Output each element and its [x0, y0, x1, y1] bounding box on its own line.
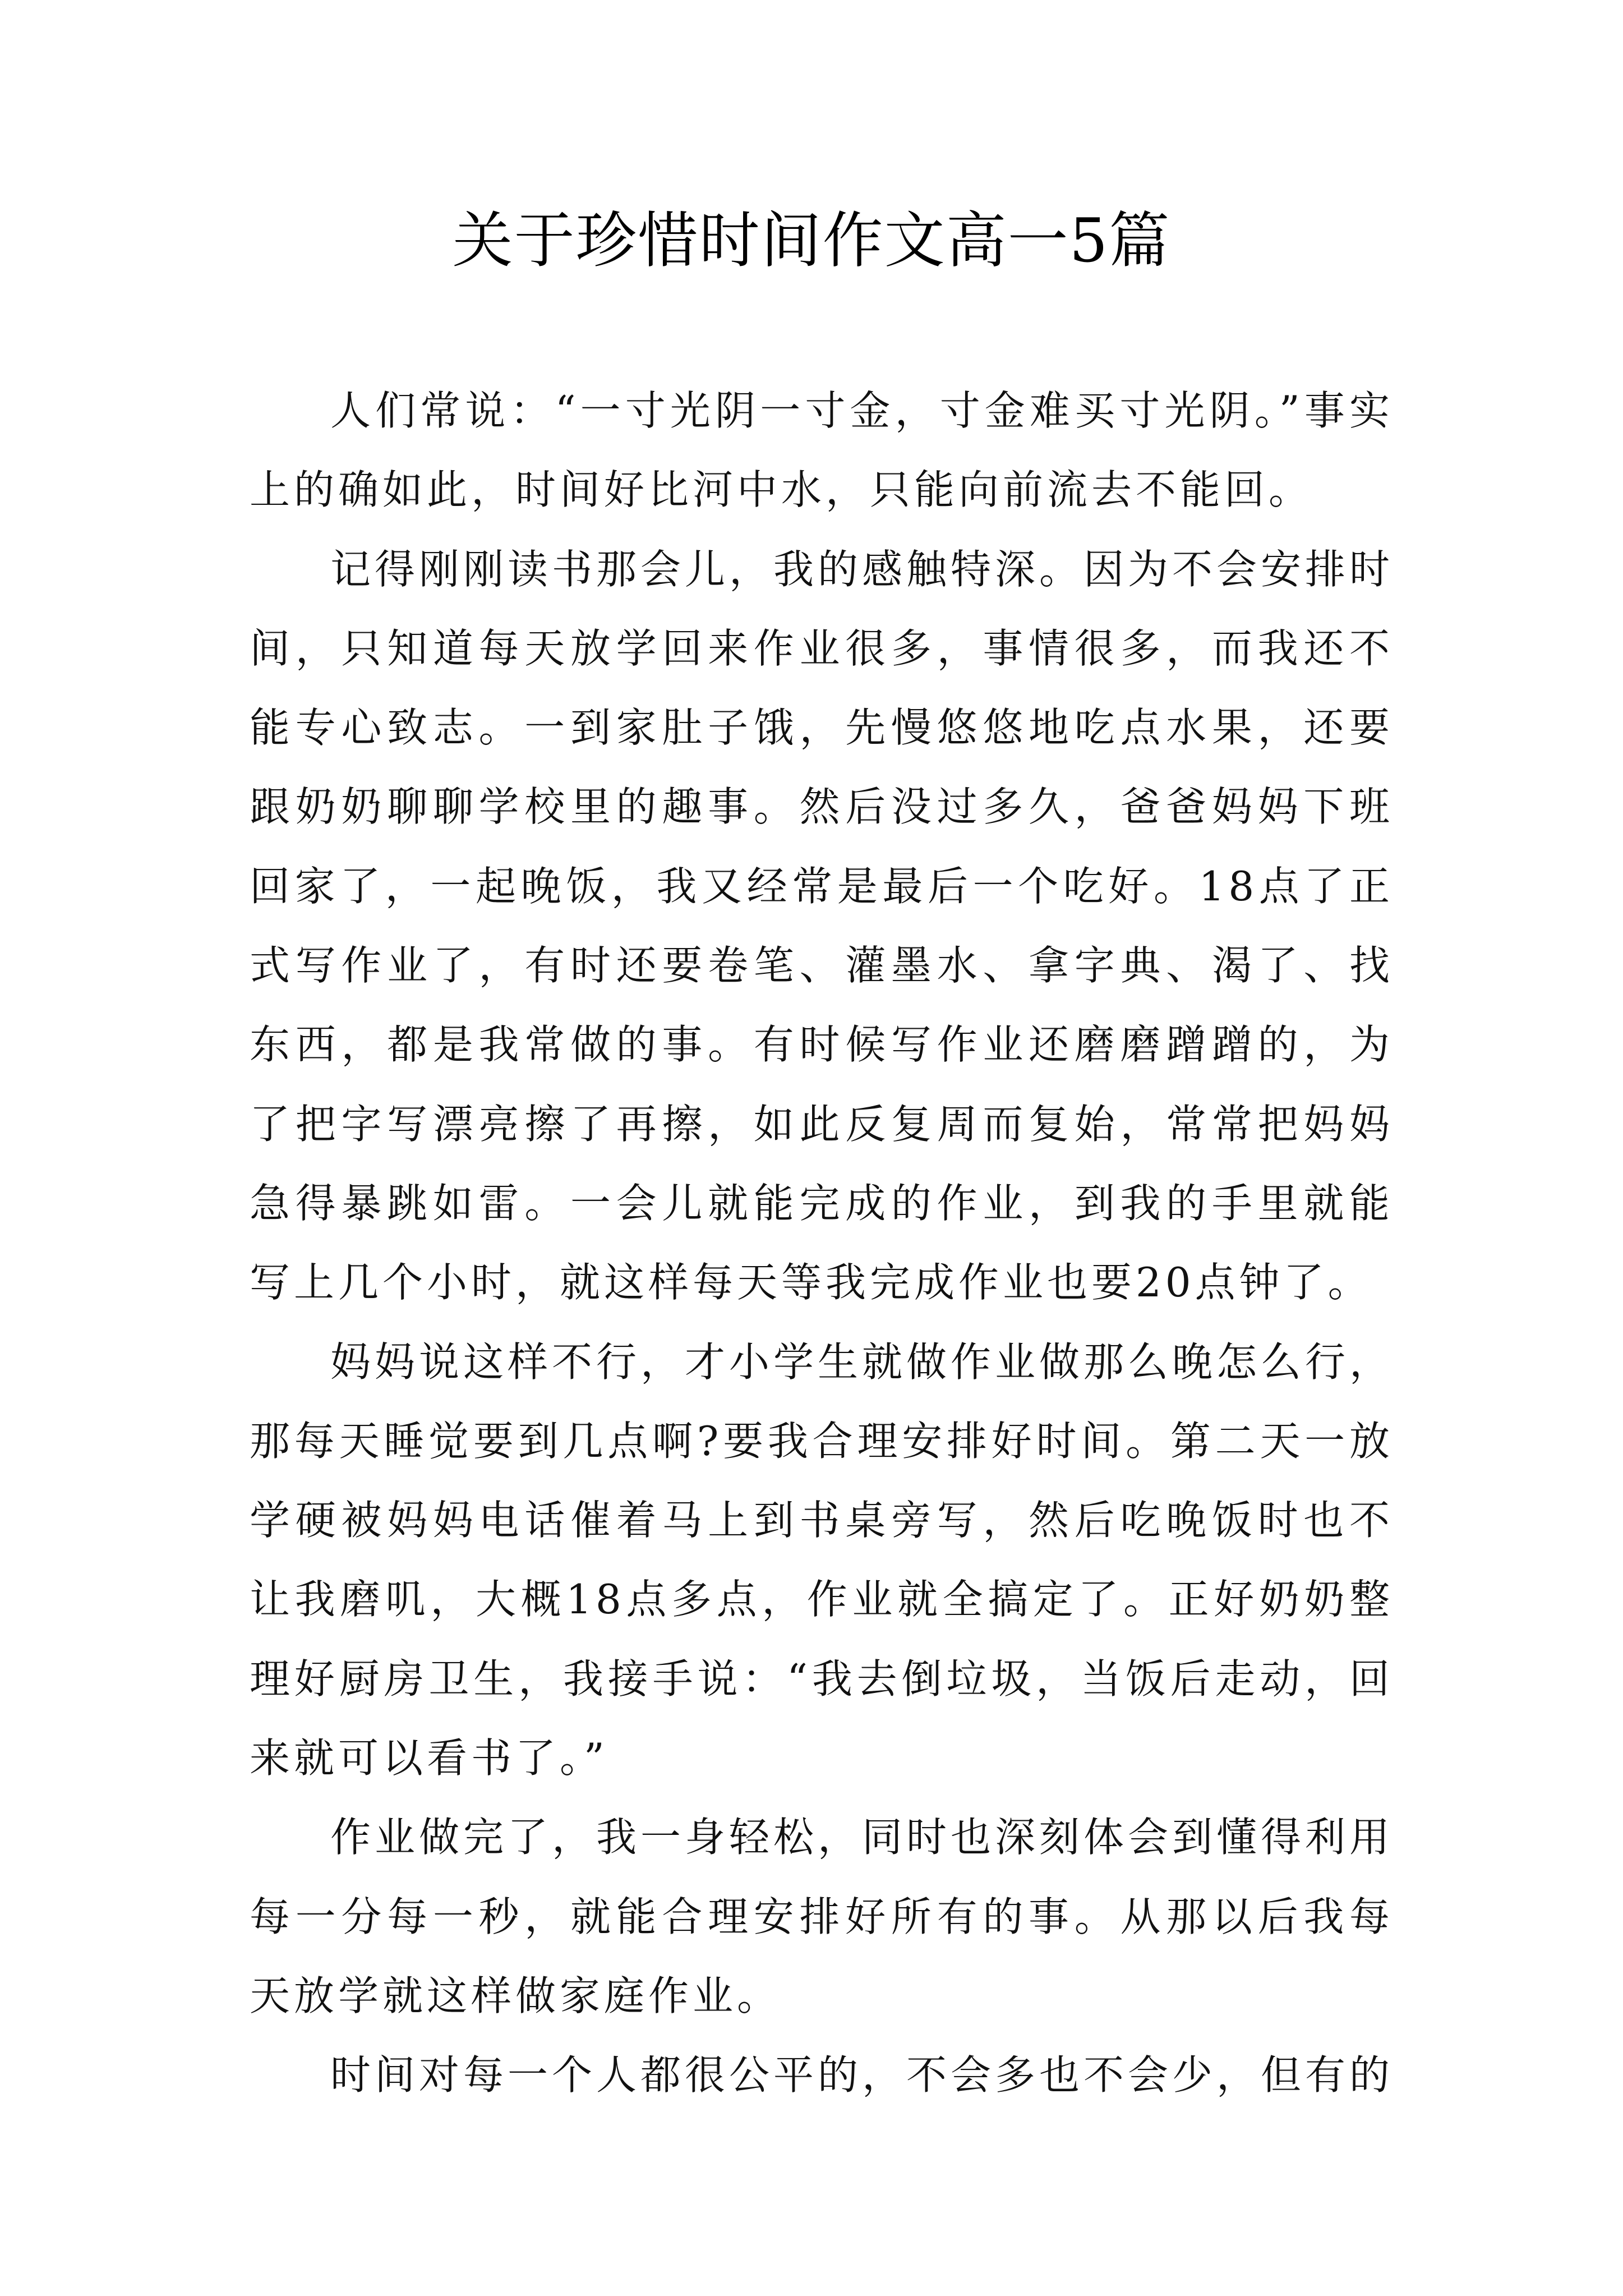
paragraph: 作业做完了，我一身轻松，同时也深刻体会到懂得利用每一分每一秒，就能合理安排好所有的事。从那以后我每天放学就这样做家庭作业。 [250, 1814, 1394, 2019]
paragraph: 妈妈说这样不行，才小学生就做作业做那么晚怎么行，那每天睡觉要到几点啊?要我合理安排好时间。第二天一放学硬被妈妈电话催着马上到书桌旁写，然后吃晚饭时也不让我磨叽，大概18点多点，作业就全搞定了。正好奶奶整理好厨房卫生，我接手说：“我去倒垃圾，当饭后走动，回来就可以看书了。” [250, 1338, 1394, 1782]
document-title: 关于珍惜时间作文高一5篇 [452, 206, 1171, 276]
paragraph: 时间对每一个人都很公平的，不会多也不会少，但有的 [330, 2051, 1394, 2099]
paragraph: 人们常说：“一寸光阴一寸金，寸金难买寸光阴。”事实上的确如此，时间好比河中水，只能向前流去不能回。 [250, 387, 1394, 514]
paragraph: 记得刚刚读书那会儿，我的感触特深。因为不会安排时间，只知道每天放学回来作业很多，事情很多，而我还不能专心致志。一到家肚子饿，先慢悠悠地吃点水果，还要跟奶奶聊聊学校里的趣事。然后没过多久，爸爸妈妈下班回家了，一起晚饭，我又经常是最后一个吃好。18点了正式写作业了，有时还要卷笔、灌墨水、拿字典、渴了、找东西，都是我常做的事。有时候写作业还磨磨蹭蹭的，为了把字写漂亮擦了再擦，如此反复周而复始，常常把妈妈急得暴跳如雷。一会儿就能完成的作业，到我的手里就能写上几个小时，就这样每天等我完成作业也要20点钟了。 [250, 545, 1394, 1306]
document-body [250, 371, 1394, 2115]
